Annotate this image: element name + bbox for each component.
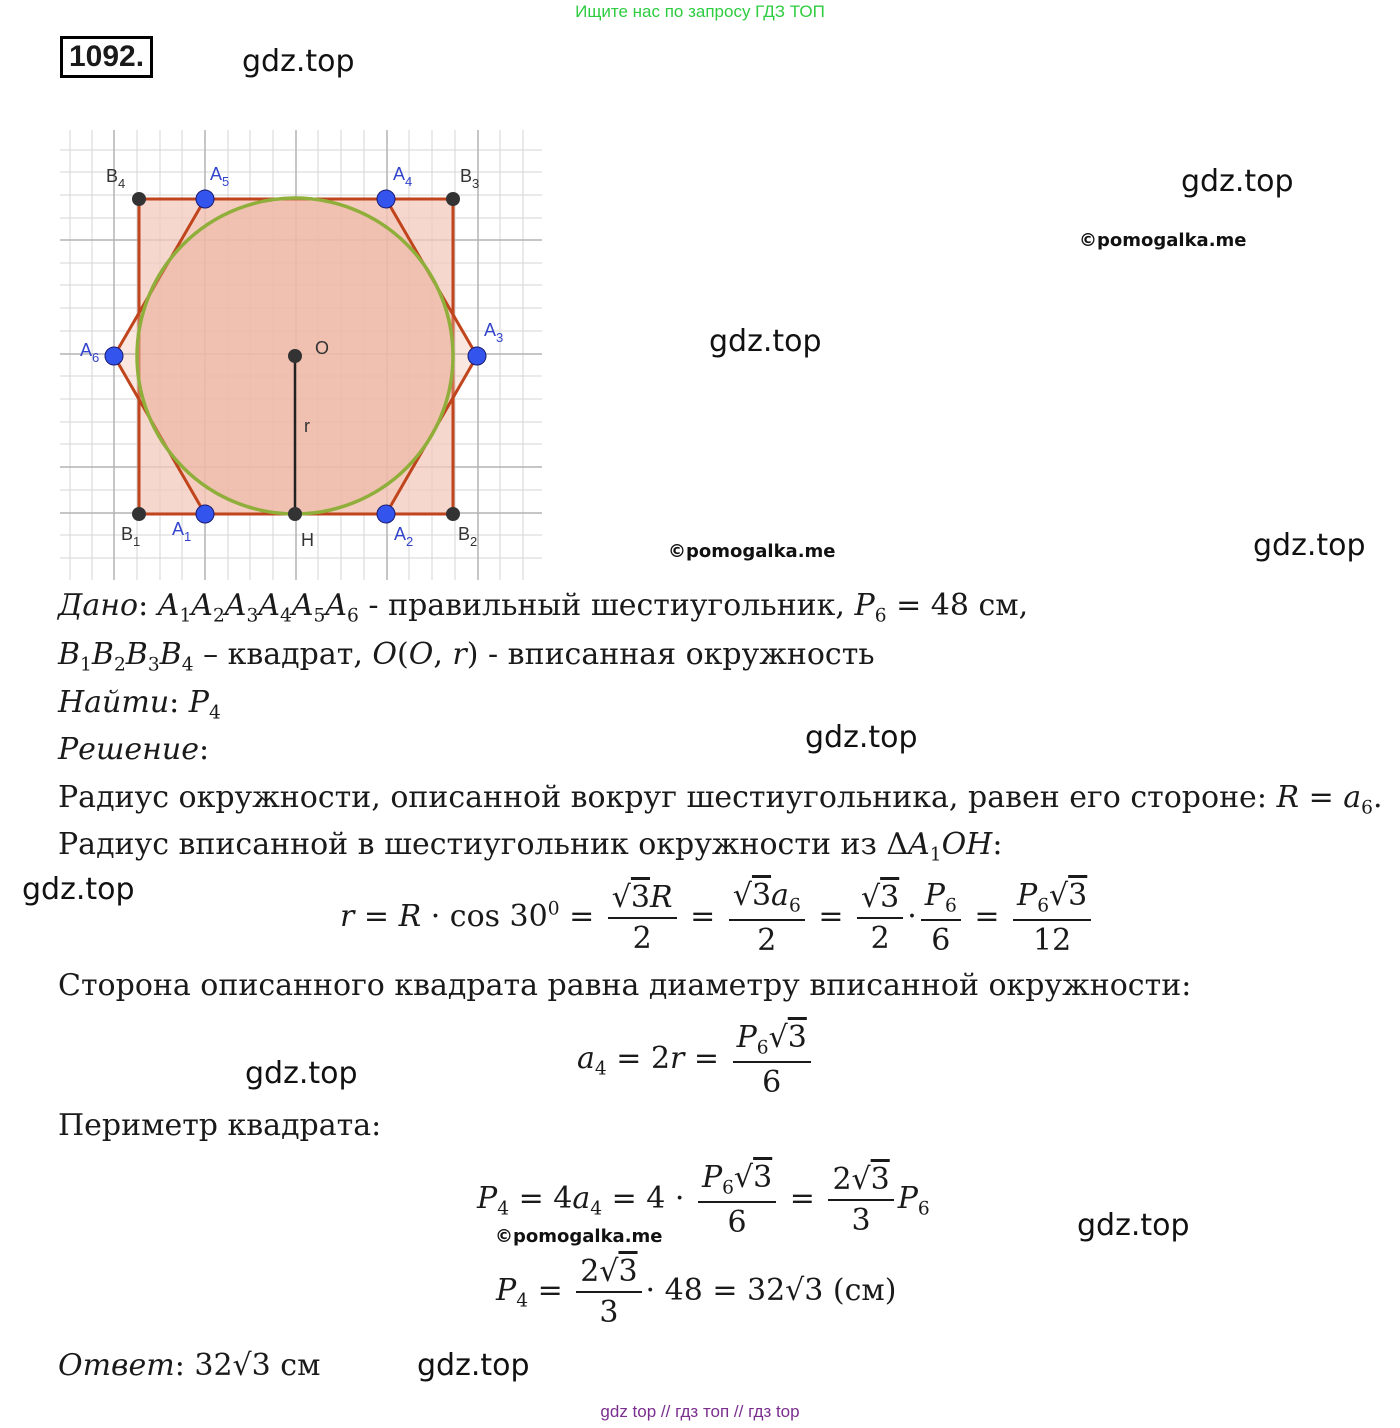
watermark-gdz: gdz.top <box>417 1348 530 1383</box>
label-h: H <box>301 530 314 550</box>
label-a4: $A_4$ <box>393 164 413 189</box>
solution-text-2: Радиус вписанной в шестиугольник окружности из $\Delta A_1OH$: <box>58 827 1003 866</box>
fraction: $\frac{P_6√3}{6}$ <box>733 1020 811 1100</box>
fraction: $\frac{2√3}{3}$ <box>828 1162 893 1238</box>
point-a6 <box>105 347 123 365</box>
watermark-gdz: gdz.top <box>22 872 135 907</box>
point-b1 <box>132 507 146 521</box>
equation-a4: $a_4 = 2r$ = $\frac{P_6√3}{6}$ <box>577 1020 815 1100</box>
fraction: $\frac{P_6}{6}$ <box>921 878 961 958</box>
label-b1: $B_1$ <box>121 524 141 549</box>
watermark-gdz: gdz.top <box>1181 164 1294 199</box>
watermark-gdz: gdz.top <box>1077 1208 1190 1243</box>
label-a2: $A_2$ <box>394 524 414 549</box>
dano-label: Дано <box>58 588 139 623</box>
given-hexagon-text: - правильный шестиугольник, <box>358 588 855 623</box>
point-b3 <box>446 192 460 206</box>
geometry-figure <box>60 130 542 580</box>
watermark-pomogalka: ©pomogalka.me <box>1079 230 1247 251</box>
point-b2 <box>446 507 460 521</box>
solution-text-1: Радиус окружности, описанной вокруг шестиугольника, равен его стороне: $R = a_6$. <box>58 780 1383 819</box>
footer-links[interactable]: gdz top // гдз топ // гдз top <box>600 1402 800 1421</box>
label-o: O <box>315 338 330 358</box>
fraction: $\frac{√3R}{2}$ <box>608 880 677 956</box>
fraction: $\frac{P_6√3}{6}$ <box>698 1160 776 1240</box>
equation-p4: $P_4 = 4a_4 = 4$ · $\frac{P_6√3}{6}$ = $\frac{2√3}{3}$ $P_6$ <box>477 1160 930 1240</box>
label-r: r <box>304 416 310 436</box>
label-a5: $A_5$ <box>210 164 230 189</box>
label-a3: $A_3$ <box>484 320 504 345</box>
answer-label: Ответ <box>58 1348 175 1383</box>
label-a6: $A_6$ <box>80 340 100 365</box>
given-circle-text: - вписанная окружность <box>478 637 875 672</box>
answer-value: 32√3 см <box>194 1348 321 1383</box>
top-banner[interactable]: Ищите нас по запросу ГДЗ ТОП <box>575 2 825 21</box>
watermark-gdz: gdz.top <box>1253 528 1366 563</box>
watermark-gdz: gdz.top <box>805 720 918 755</box>
given-square-text: – квадрат, <box>193 637 373 672</box>
problem-number: 1092. <box>60 36 153 78</box>
find-line: Найти: $P_4$ <box>58 685 221 724</box>
point-a2 <box>377 505 395 523</box>
answer-line: Ответ: 32√3 см <box>58 1348 321 1383</box>
solution-label: Решение <box>58 732 199 767</box>
equation-result: $P_4$ = $\frac{2√3}{3}$ · 48 = 32√3 (см) <box>496 1254 897 1330</box>
equation-r: $r = R \cdot \cos 30^0$ = $\frac{√3R}{2}$ = $\frac{√3a_6}{2}$ = $\frac{√3}{2}$ · $\frac{P_6}{6}$ = $\frac{P_6√3}{12}$ <box>340 878 1095 958</box>
label-a1: $A_1$ <box>172 519 192 544</box>
fraction: $\frac{√3}{2}$ <box>857 880 903 956</box>
watermark-pomogalka: ©pomogalka.me <box>495 1226 663 1247</box>
label-b4: $B_4$ <box>106 166 126 191</box>
label-b3: $B_3$ <box>460 166 480 191</box>
point-b4 <box>132 192 146 206</box>
given-p6-value: = 48 см, <box>886 588 1029 623</box>
fraction: $\frac{√3a_6}{2}$ <box>729 878 805 958</box>
fraction: $\frac{P_6√3}{12}$ <box>1013 878 1091 958</box>
solution-line: Решение: <box>58 732 210 767</box>
fraction: $\frac{2√3}{3}$ <box>576 1254 641 1330</box>
label-b2: $B_2$ <box>458 524 478 549</box>
point-a1 <box>196 505 214 523</box>
watermark-gdz: gdz.top <box>709 324 822 359</box>
solution-text-4: Периметр квадрата: <box>58 1108 382 1143</box>
solution-text-3: Сторона описанного квадрата равна диаметру вписанной окружности: <box>58 968 1192 1003</box>
watermark-gdz: gdz.top <box>242 44 355 79</box>
point-h <box>288 507 302 521</box>
given-line-2: $B_1B_2B_3B_4$ – квадрат, O(O, r) - вписанная окружность <box>58 637 875 676</box>
point-a4 <box>377 190 395 208</box>
point-a5 <box>196 190 214 208</box>
point-a3 <box>468 347 486 365</box>
find-label: Найти <box>58 685 170 720</box>
watermark-gdz: gdz.top <box>245 1056 358 1091</box>
given-line-1: Дано: $A_1A_2A_3A_4A_5A_6$ - правильный шестиугольник, $P_6 = 48$ см, <box>58 588 1029 627</box>
watermark-pomogalka: ©pomogalka.me <box>668 541 836 562</box>
point-o <box>288 349 302 363</box>
